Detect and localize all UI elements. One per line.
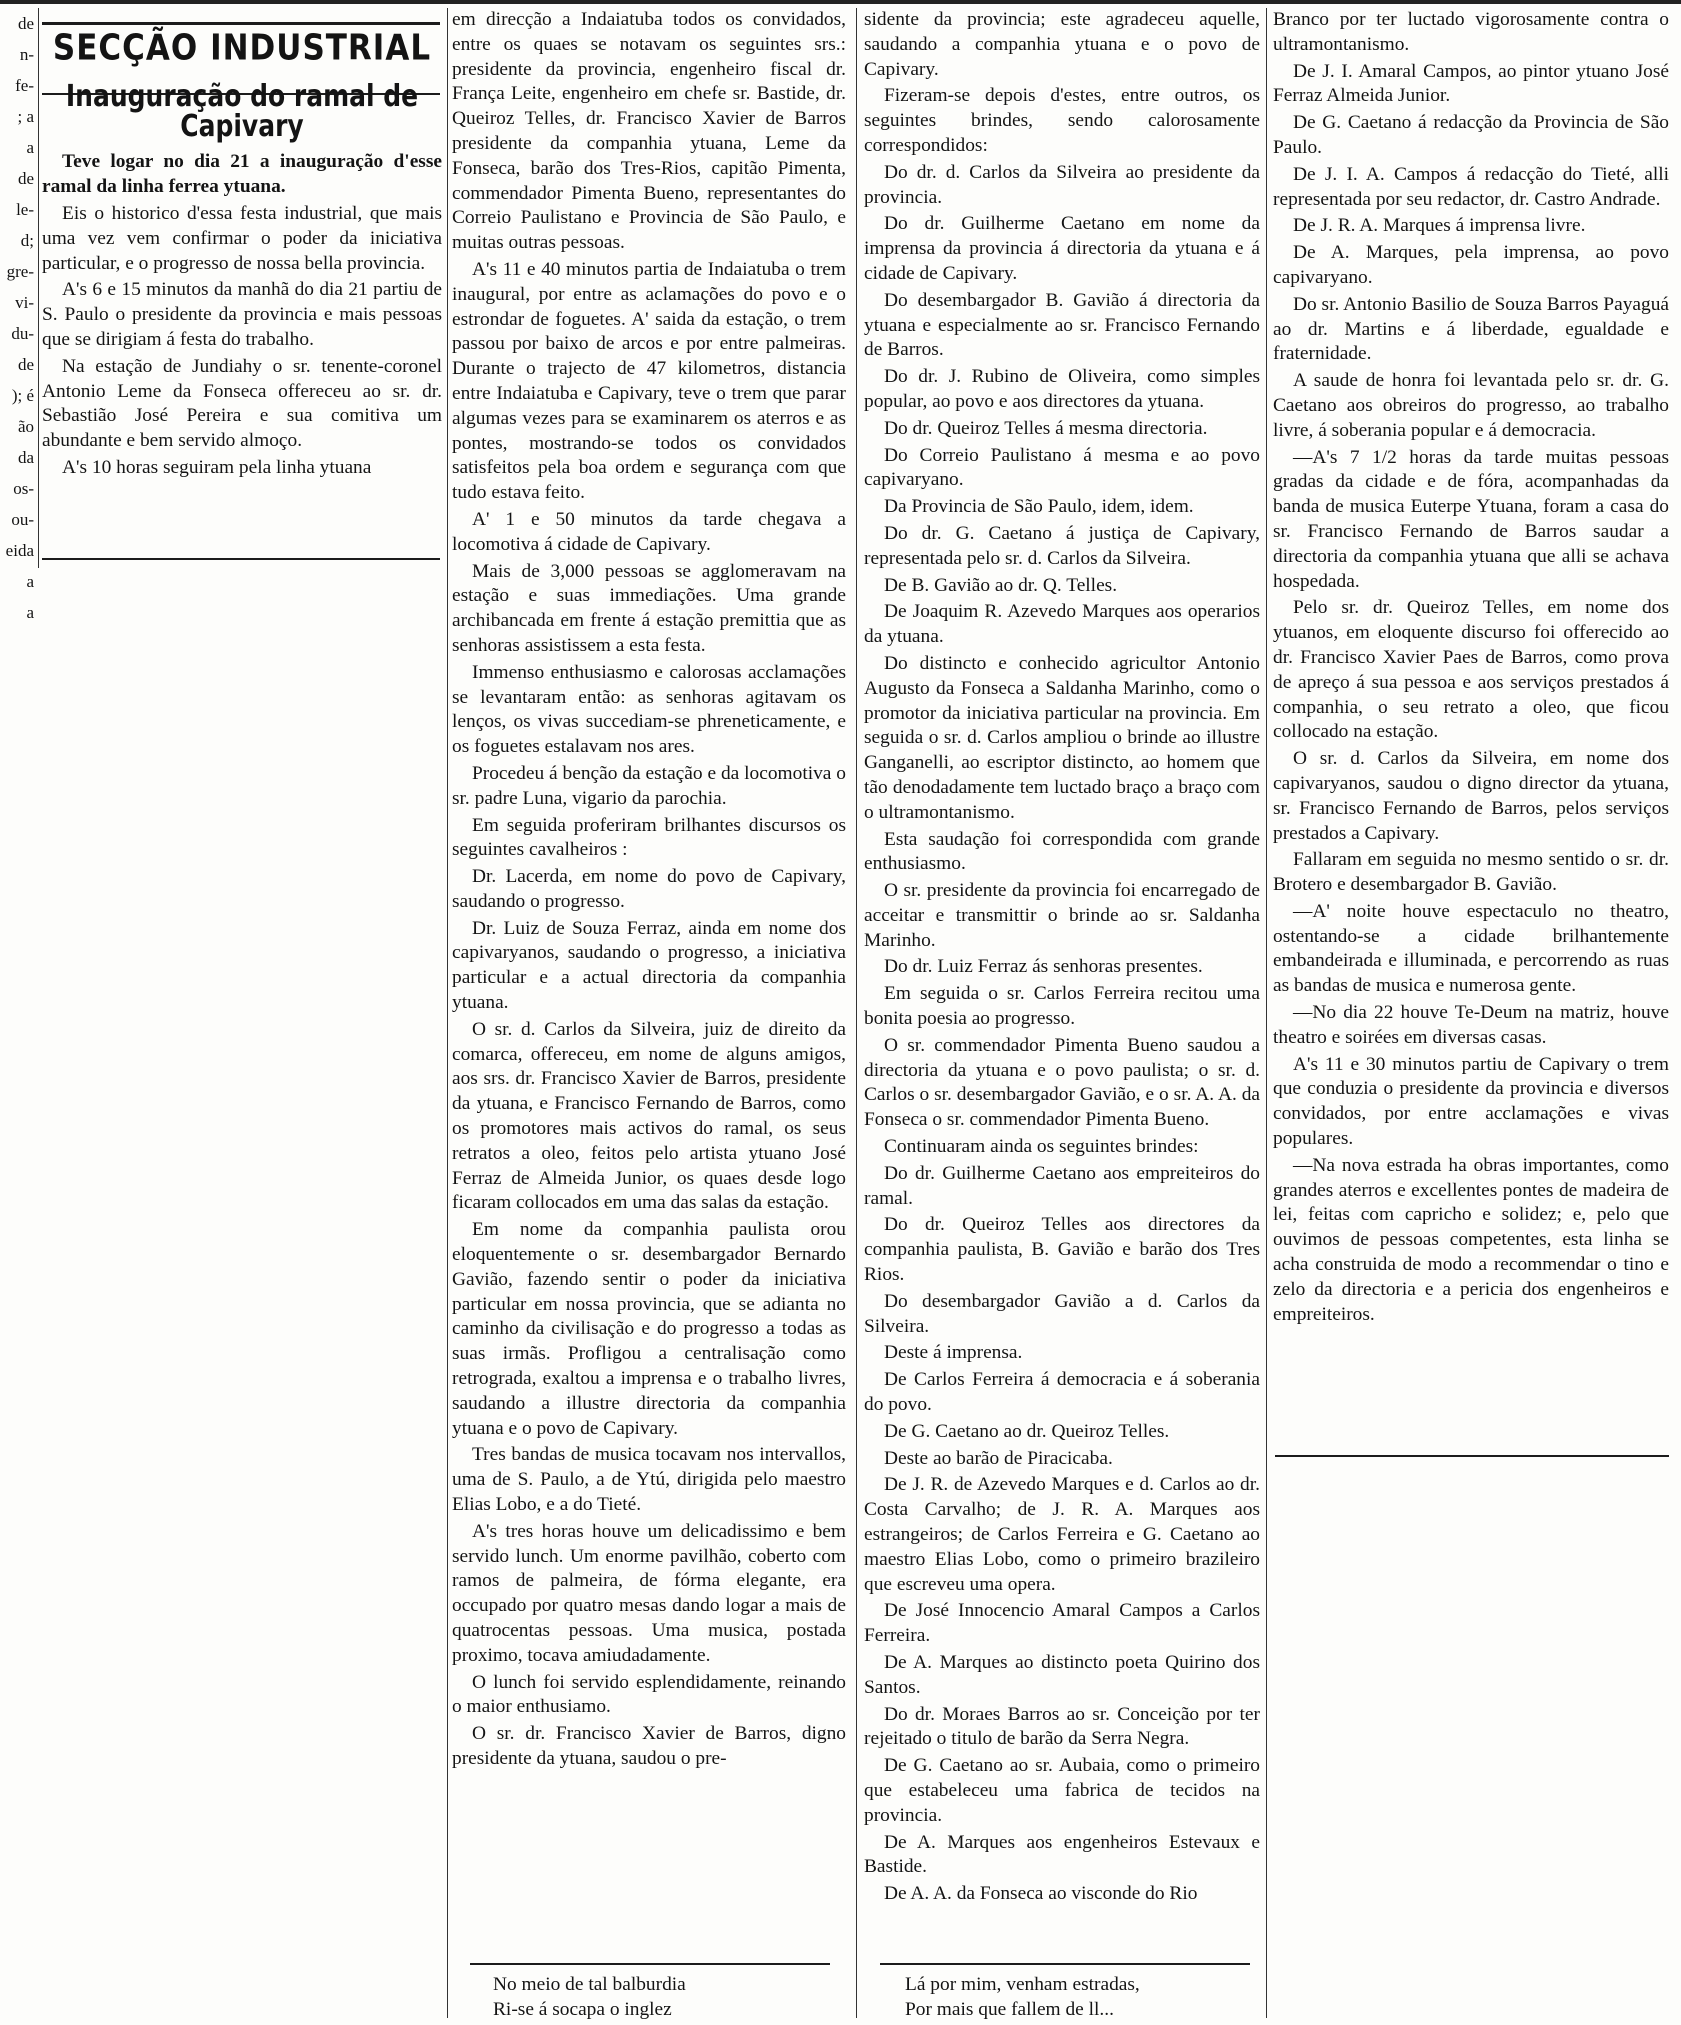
paragraph: Do dr. J. Rubino de Oliveira, como simples popular, ao povo e aos directores da ytuana. <box>864 366 1260 412</box>
paragraph: Da Provincia de São Paulo, idem, idem. <box>884 496 1194 518</box>
edge-fragment: le- <box>16 200 34 219</box>
paragraph: Eis o historico d'essa festa industrial, que mais uma vez vem confirmar o poder da iniciativa particular, e o progresso de nossa bella provincia. <box>42 202 442 274</box>
paragraph: De J. R. A. Marques á imprensa livre. <box>1293 215 1586 237</box>
paragraph: De A. A. da Fonseca ao visconde do Rio <box>884 1883 1198 1905</box>
paragraph: Em seguida proferiram brilhantes discursos os seguintes cavalheiros : <box>452 814 846 861</box>
paragraph: Do desembargador B. Gavião á directoria da ytuana e especialmente ao sr. Francisco Fernando de Barros. <box>864 289 1260 361</box>
paragraph: sidente da provincia; este agradeceu aquelle, saudando a companhia ytuana e o povo de Capivary. <box>864 9 1260 80</box>
paragraph: O sr. d. Carlos da Silveira, juiz de direito da comarca, offereceu, em nome de alguns amigos, aos srs. dr. Francisco Xavier de Barros, presidente da ytuana, e Francisco Fernando de Barros, como os promotores mais activos do ramal, os seus retratos a oleo, feitos pelo artista ytuano José Ferraz de Almeida Junior, os quaes desde logo ficaram collocados em uma das salas da estação. <box>452 1018 846 1214</box>
edge-fragment: gre- <box>6 262 34 281</box>
paragraph: Do dr. Guilherme Caetano em nome da imprensa da provincia á directoria da ytuana e á cidade de Capivary. <box>864 213 1260 284</box>
paragraph: De A. Marques aos engenheiros Estevaux e Bastide. <box>864 1831 1260 1878</box>
edge-fragments <box>0 8 34 628</box>
paragraph: O sr. d. Carlos da Silveira, em nome dos capivaryanos, saudou o digno director da ytuana, sr. Francisco Fernando de Barros, pelos serviços prestados a Capivary. <box>1273 748 1669 844</box>
paragraph: Do desembargador Gavião a d. Carlos da Silveira. <box>864 1290 1260 1337</box>
edge-fragment: os- <box>13 479 34 498</box>
paragraph: Procedeu á benção da estação e da locomotiva o sr. padre Luna, vigario da parochia. <box>452 762 846 809</box>
paragraph: A's tres horas houve um delicadissimo e bem servido lunch. Um enorme pavilhão, coberto com ramos de palmeira, de fórma elegante, era occupado por quatro mesas dando logar a mais de quatrocentas pessoas. Uma musica, postada proximo, tocava amiudadamente. <box>452 1520 846 1666</box>
paragraph: De J. I. Amaral Campos, ao pintor ytuano José Ferraz Almeida Junior. <box>1273 60 1669 107</box>
edge-fragment: du- <box>11 324 34 343</box>
paragraph: Esta saudação foi correspondida com grande enthusiasmo. <box>864 828 1260 875</box>
paragraph: Teve logar no dia 21 a inauguração d'esse ramal da linha ferrea ytuana. <box>42 151 442 198</box>
verse-right <box>905 1972 1140 2022</box>
column-end-rule <box>1275 1455 1669 1457</box>
column-divider <box>447 8 448 2018</box>
paragraph: A saude de honra foi levantada pelo sr. dr. G. Caetano aos obreiros do progresso, ao trabalho livre, á soberania popular e á democracia. <box>1273 370 1669 441</box>
paragraph: Tres bandas de musica tocavam nos intervallos, uma de S. Paulo, a de Ytú, dirigida pelo maestro Elias Lobo, e a do Tieté. <box>452 1444 846 1516</box>
paragraph: O sr. dr. Francisco Xavier de Barros, digno presidente da ytuana, saudou o pre- <box>452 1723 846 1769</box>
paragraph: Do dr. Luiz Ferraz ás senhoras presentes. <box>884 956 1203 978</box>
paragraph: Do dr. Queiroz Telles aos directores da companhia paulista, B. Gavião e barão dos Tres Rios. <box>864 1214 1260 1286</box>
paragraph: De A. Marques, pela imprensa, ao povo capivaryano. <box>1273 242 1669 288</box>
column-end-rule <box>42 558 440 560</box>
paragraph: Do dr. Moraes Barros ao sr. Conceição por ter rejeitado o titulo de barão da Serra Negra. <box>864 1703 1260 1750</box>
paragraph: De G. Caetano ao dr. Queiroz Telles. <box>884 1420 1170 1442</box>
paragraph: —A's 7 1/2 horas da tarde muitas pessoas gradas da cidade e de fóra, acompanhadas da banda de musica Euterpe Ytuana, foram a casa do sr. Francisco Fernando de Barros saudar a directoria da companhia ytuana que alli se achava hospedada. <box>1273 446 1669 592</box>
column-2 <box>452 8 846 1774</box>
edge-fragment: d; <box>20 231 34 250</box>
paragraph: Mais de 3,000 pessoas se agglomeravam na estação e suas immediações. Uma grande archibancada em frente á estação premittia que as senhoras assistissem a esta festa. <box>452 560 846 656</box>
paragraph: Na estação de Jundiahy o sr. tenente-coronel Antonio Leme da Fonseca offereceu ao sr. dr. Sebastião José Pereira e sua comitiva um abundante e bem servido almoço. <box>42 355 442 452</box>
column-divider <box>856 8 857 2018</box>
paragraph: —Na nova estrada ha obras importantes, como grandes aterros e excellentes pontes de madeira de lei, feitas com capricho e solidez; e, pelo que ouvimos de pessoas competentes, esta linha se acha construida de modo a recommendar o tino e zelo da directoria e a pericia dos engenheiros e empreiteiros. <box>1273 1154 1669 1325</box>
column-divider <box>38 8 39 568</box>
paragraph: A's 6 e 15 minutos da manhã do dia 21 partiu de S. Paulo o presidente da provincia e mais pessoas que se dirigiam á festa do trabalho. <box>42 279 442 350</box>
paragraph: Em nome da companhia paulista orou eloquentemente o sr. desembargador Bernardo Gavião, fazendo sentir o poder da iniciativa particular em nossa provincia, que se adianta no caminho da civilisação e do progresso a todas as suas irmãs. Profligou a centralisação como retrograda, exaltou a imprensa e o trabalho livres, saudando a illustre directoria da companhia ytuana e o povo de Capivary. <box>452 1219 846 1439</box>
paragraph: Do sr. Antonio Basilio de Souza Barros Payaguá ao dr. Martins e á liberdade, egualdade e fraternidade. <box>1273 293 1669 365</box>
verse-line: Lá por mim, venham estradas, <box>905 1974 1140 1995</box>
paragraph: De José Innocencio Amaral Campos a Carlos Ferreira. <box>864 1600 1260 1647</box>
paragraph: Deste ao barão de Piracicaba. <box>884 1447 1113 1469</box>
verse-left <box>493 1972 686 2022</box>
verse-rule <box>880 1963 1250 1965</box>
paragraph: Branco por ter luctado vigorosamente contra o ultramontanismo. <box>1273 9 1669 55</box>
paragraph: Do distincto e conhecido agricultor Antonio Augusto da Fonseca a Saldanha Marinho, como o promotor da iniciativa particular na provincia. Em seguida o sr. d. Carlos ampliou o brinde ao illustre Ganganelli, ao escriptor distincto, ao homem que tão denodadamente tem luctado braço a braço com o ultramontanismo. <box>864 652 1260 823</box>
edge-fragment: vi- <box>15 293 34 312</box>
paragraph: A's 11 e 30 minutos partiu de Capivary o trem que conduzia o presidente da provincia e diversos convidados, por entre acclamações e vivas populares. <box>1273 1053 1669 1150</box>
paragraph: Do dr. Guilherme Caetano aos empreiteiros do ramal. <box>864 1162 1260 1209</box>
edge-fragment: a <box>26 138 34 157</box>
paragraph: O sr. commendador Pimenta Bueno saudou a directoria da ytuana e o povo paulista; o sr. d. Carlos o sr. desembargador Gavião, e o sr. A. A. da Fonseca o sr. commendador Pimenta Bueno. <box>864 1034 1260 1131</box>
paragraph: —A' noite houve espectaculo no theatro, ostentando-se a cidade brilhantemente embandeirada e illuminada, e percorrendo as ruas as bandas de musica e numerosa gente. <box>1273 900 1669 997</box>
edge-fragment: ão <box>17 417 34 436</box>
paragraph: Fallaram em seguida no mesmo sentido o sr. dr. Brotero e desembargador B. Gavião. <box>1273 849 1669 896</box>
verse-rule <box>470 1963 830 1965</box>
paragraph: De J. I. A. Campos á redacção do Tieté, alli representada por seu redactor, dr. Castro Andrade. <box>1273 163 1669 210</box>
paragraph: De Joaquim R. Azevedo Marques aos operarios da ytuana. <box>864 601 1260 648</box>
edge-fragment: de <box>17 355 34 374</box>
paragraph: De Carlos Ferreira á democracia e á soberania do povo. <box>864 1369 1260 1416</box>
paragraph: Em seguida o sr. Carlos Ferreira recitou uma bonita poesia ao progresso. <box>864 983 1260 1030</box>
edge-fragment: ou- <box>11 510 34 529</box>
paragraph: Fizeram-se depois d'estes, entre outros, os seguintes brindes, sendo calorosamente correspondidos: <box>864 85 1260 156</box>
paragraph: Deste á imprensa. <box>884 1342 1023 1364</box>
paragraph: A's 11 e 40 minutos partia de Indaiatuba o trem inaugural, por entre as aclamações do povo e o estrondar de foguetes. A' saida da estação, o trem passou por baixo de arcos e por entre palmeiras. Durante o trajecto de 47 kilometros, distancia entre Indaiatuba e Capivary, teve o trem que parar algumas vezes para se examinarem os aterros e as pontes, mostrando-se todos os convidados satisfeitos pela boa ordem e segurança com que tudo estava feito. <box>452 258 846 504</box>
verse-line: Ri-se á socapa o inglez <box>493 1999 672 2020</box>
edge-fragment: de <box>17 14 34 33</box>
verse-line: No meio de tal balburdia <box>493 1974 686 1995</box>
paragraph: Pelo sr. dr. Queiroz Telles, em nome dos ytuanos, em eloquente discurso foi offerecido ao dr. Francisco Xavier Paes de Barros, como prova de apreço á sua pessoa e aos serviços prestados á companhia, o seu retrato a oleo, que ficou collocado na estação. <box>1273 597 1669 743</box>
article-title: Inauguração do ramal de Capivary <box>65 78 419 143</box>
paragraph: O sr. presidente da provincia foi encarregado de acceitar e transmittir o brinde ao sr. Saldanha Marinho. <box>864 880 1260 951</box>
paragraph: Dr. Lacerda, em nome do povo de Capivary, saudando o progresso. <box>452 866 846 912</box>
paragraph: —No dia 22 houve Te-Deum na matriz, houve theatro e soirées em diversas casas. <box>1273 1002 1669 1048</box>
paragraph: De B. Gavião ao dr. Q. Telles. <box>884 574 1118 596</box>
paragraph: Do dr. G. Caetano á justiça de Capivary, representada pelo sr. d. Carlos da Silveira. <box>864 522 1260 569</box>
column-4 <box>1273 8 1669 1329</box>
column-3 <box>864 8 1260 1909</box>
verse-line: Por mais que fallem de ll... <box>905 1999 1114 2020</box>
edge-fragment: eida <box>5 541 34 560</box>
column-divider <box>1266 8 1267 2018</box>
column-1 <box>42 8 442 483</box>
top-rule <box>0 0 1681 4</box>
paragraph: Continuaram ainda os seguintes brindes: <box>884 1136 1199 1158</box>
edge-fragment: a <box>26 603 34 622</box>
paragraph: Do Correio Paulistano á mesma e ao povo capivaryano. <box>864 444 1260 491</box>
paragraph: De G. Caetano á redacção da Provincia de São Paulo. <box>1273 112 1669 158</box>
paragraph: A's 10 horas seguiram pela linha ytuana <box>62 456 372 478</box>
paragraph: O lunch foi servido esplendidamente, reinando o maior enthusiamo. <box>452 1671 846 1718</box>
paragraph: Immenso enthusiasmo e calorosas acclamações se levantaram então: as senhoras agitavam os lenços, os vivas succediam-se phreneticamente, e os foguetes estalavam nos ares. <box>452 661 846 758</box>
paragraph: De A. Marques ao distincto poeta Quirino dos Santos. <box>864 1652 1260 1698</box>
paragraph: De J. R. de Azevedo Marques e d. Carlos ao dr. Costa Carvalho; de J. R. A. Marques aos estrangeiros; de Carlos Ferreira e G. Caetano ao maestro Elias Lobo, como o primeiro brazileiro que escreveu uma opera. <box>864 1474 1260 1595</box>
paragraph: Do dr. d. Carlos da Silveira ao presidente da provincia. <box>864 161 1260 208</box>
edge-fragment: a <box>26 572 34 591</box>
paragraph: Do dr. Queiroz Telles á mesma directoria. <box>884 417 1208 439</box>
edge-fragment: ); é <box>11 386 34 405</box>
paragraph: De G. Caetano ao sr. Aubaia, como o primeiro que estabeleceu uma fabrica de tecidos na provincia. <box>864 1755 1260 1826</box>
section-title: SECÇÃO INDUSTRIAL <box>52 27 432 69</box>
edge-fragment: da <box>17 448 34 467</box>
paragraph: A' 1 e 50 minutos da tarde chegava a locomotiva á cidade de Capivary. <box>452 508 846 555</box>
paragraph: em direcção a Indaiatuba todos os convidados, entre os quaes se notavam os seguintes srs.: presidente da provincia, engenheiro fiscal dr. França Leite, engenheiro em chefe sr. Bastide, dr. Queiroz Telles, dr. Francisco Xavier de Barros presidente da companhia ytuana, Leme da Fonseca, barão dos Tres-Rios, capitão Pimenta, commendador Pimenta Bueno, representantes do Correio Paulistano e Provincia de São Paulo, e muitas outras pessoas. <box>452 9 846 254</box>
edge-fragment: ; a <box>17 107 34 126</box>
edge-fragment: de <box>17 169 34 188</box>
edge-fragment: n- <box>19 45 34 64</box>
paragraph: Dr. Luiz de Souza Ferraz, ainda em nome dos capivaryanos, saudando o progresso, a iniciativa particular e a actual directoria da companhia ytuana. <box>452 917 846 1014</box>
edge-fragment: fe- <box>15 76 34 95</box>
